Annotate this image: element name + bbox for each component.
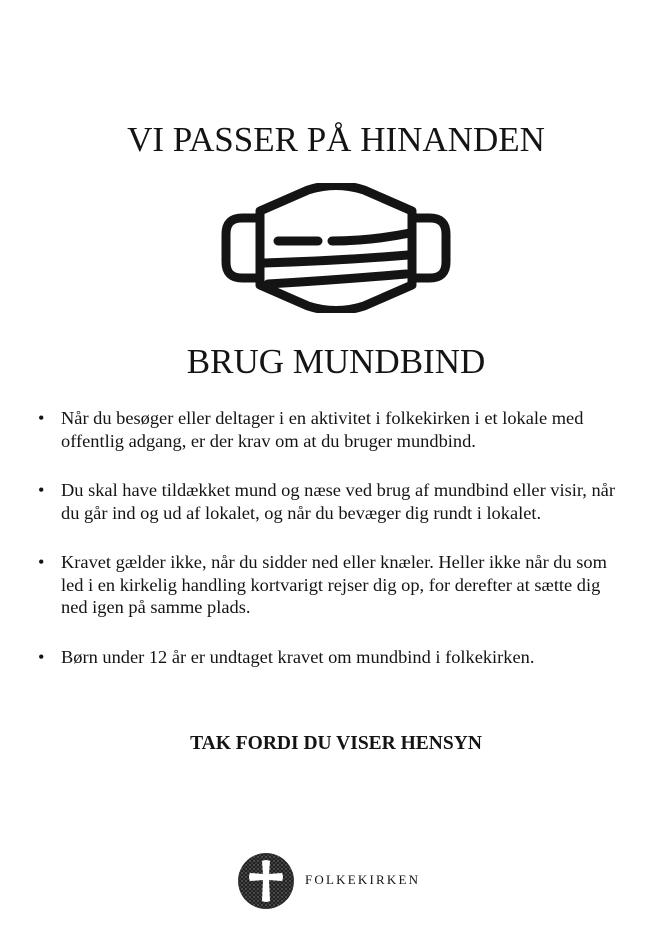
rule-item: • Du skal have tildækket mund og næse ved brug af mundbind eller visir, når du går ind og ud af lokalet, og når du bevæger dig rundt i lokalet. [38, 479, 628, 524]
rule-item: • Børn under 12 år er undtaget kravet om mundbind i folkekirken. [38, 646, 628, 669]
rule-item: • Når du besøger eller deltager i en aktivitet i folkekirken i et lokale med offentlig adgang, er der krav om at du bruger mundbind. [38, 407, 628, 452]
folkekirken-cross-logo [237, 852, 295, 910]
rules-list [38, 407, 628, 668]
rule-item: • Kravet gælder ikke, når du sidder ned eller knæler. Heller ikke når du som led i en kirkelig handling kortvarigt rejser dig op, for derefter at sætte dig ned igen på samme plads. [38, 551, 628, 619]
thanks-message: TAK FORDI DU VISER HENSYN [190, 733, 482, 754]
logo-wordmark: FOLKEKIRKEN [305, 872, 421, 887]
face-mask-icon [220, 183, 452, 313]
section-heading: BRUG MUNDBIND [186, 342, 486, 381]
page-title: VI PASSER PÅ HINANDEN [127, 120, 545, 159]
